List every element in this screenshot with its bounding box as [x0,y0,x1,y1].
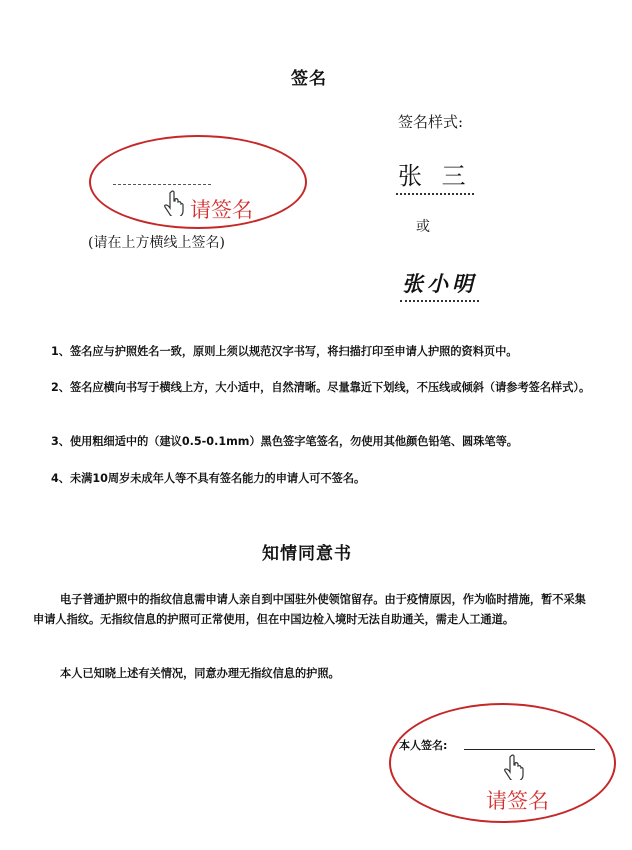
pointing-hand-icon [503,754,525,784]
rule-3: 3、使用粗细适中的（建议0.5-0.1mm）黑色签字笔签名，勿使用其他颜色铅笔、圆珠笔等。 [51,435,518,448]
signature-line[interactable] [113,184,211,185]
applicant-signature-line[interactable] [464,749,595,750]
signature-style-label: 签名样式: [398,113,464,131]
rule-2: 2、签名应横向书写于横线上方，大小适中，自然清晰。尽量靠近下划线，不压线或倾斜（请参考签名样式）。 [51,381,591,394]
signature-instruction: (请在上方横线上签名) [88,235,225,251]
or-text: 或 [416,219,430,235]
consent-sign-hint: 请签名 [486,789,549,813]
sign-here-hint: 请签名 [190,198,253,222]
consent-paragraph-1: 电子普通护照中的指纹信息需申请人亲自到中国驻外使领馆留存。由于疫情原因，作为临时措施，暂不采集申请人指纹。无指纹信息的护照可正常使用，但在中国边检入境时无法自助通关，需走人工通道。 [33,593,586,626]
signature-sample-2: 张小明 [400,268,479,302]
signature-title: 签名 [291,69,327,89]
rule-4: 4、未满10周岁未成年人等不具有签名能力的申请人可不签名。 [51,472,366,485]
rule-1: 1、签名应与护照姓名一致，原则上须以规范汉字书写，将扫描打印至申请人护照的资料页中。 [51,345,518,358]
consent-paragraph-2: 本人已知晓上述有关情况，同意办理无指纹信息的护照。 [60,667,340,680]
signature-sample-1: 张 三 [396,156,474,195]
consent-title: 知情同意书 [262,544,352,564]
pointing-hand-icon [163,190,185,220]
applicant-signature-label: 本人签名: [399,739,448,752]
